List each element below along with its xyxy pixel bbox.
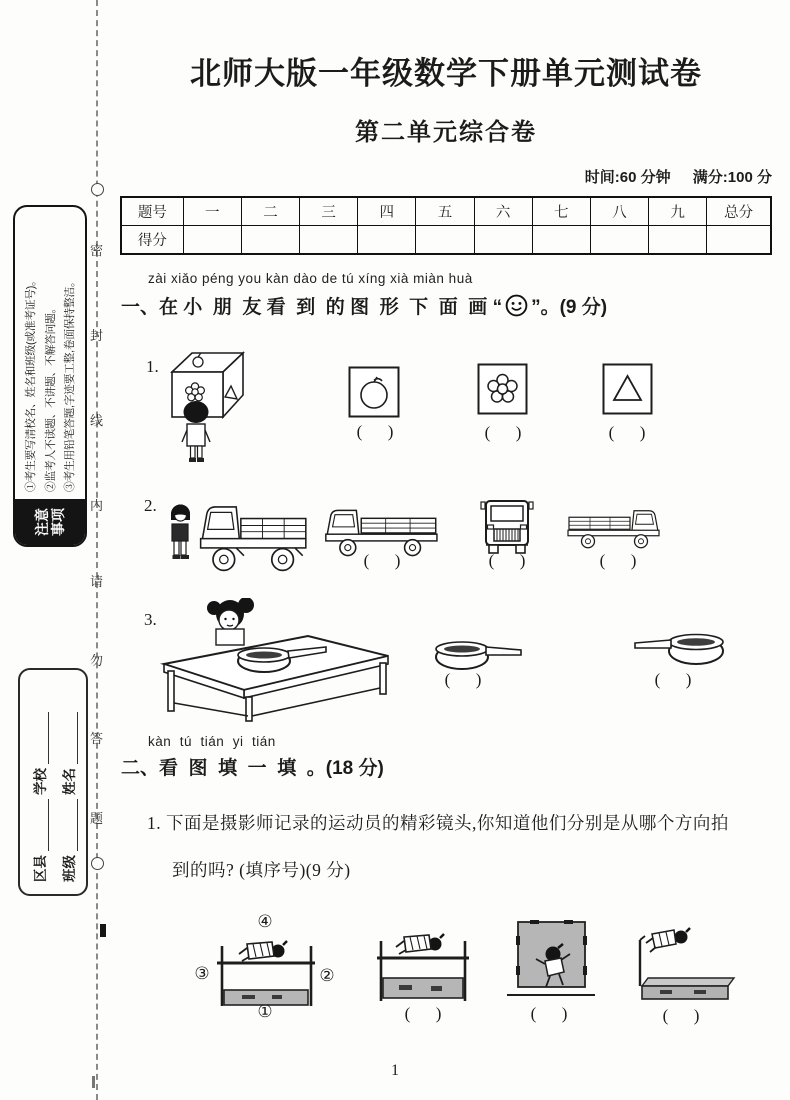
answer-paren-photo-d[interactable]: ( ) <box>662 1006 700 1025</box>
score-header-cell: 六 <box>474 197 532 226</box>
item3-number: 3. <box>144 610 157 629</box>
full-score: 满分:100 分 <box>692 169 772 186</box>
truck-large-side-figure <box>196 490 312 578</box>
pan-handle-left-figure <box>632 626 728 670</box>
score-cell[interactable] <box>300 226 358 255</box>
field-label-school: 学校 <box>32 768 48 795</box>
seal-char: 内 <box>89 498 103 513</box>
field-label-class: 班级 <box>61 855 77 882</box>
seal-char: 线 <box>89 413 103 428</box>
school-field[interactable] <box>34 712 49 764</box>
time-limit: 时间:60 分钟 <box>584 169 671 186</box>
answer-paren-truck-1[interactable]: ( ) <box>363 551 401 570</box>
seal-tick-mark <box>100 924 106 937</box>
smiley-face-icon <box>504 293 529 318</box>
direction-label-3: ③ <box>194 964 210 983</box>
class-field[interactable] <box>63 799 78 851</box>
score-row-label: 得分 <box>121 226 183 255</box>
score-header-cell: 一 <box>183 197 241 226</box>
flower-card <box>477 363 528 415</box>
answer-paren-flower[interactable]: ( ) <box>484 423 522 442</box>
truck-side-right-figure <box>563 502 663 550</box>
field-label-district: 区县 <box>32 855 48 882</box>
seal-char: 请 <box>89 574 103 589</box>
score-header-cell: 八 <box>590 197 648 226</box>
score-cell[interactable] <box>358 226 416 255</box>
score-cell[interactable] <box>532 226 590 255</box>
pan-handle-right-figure <box>432 636 524 674</box>
gymnast-photo-d-figure <box>632 924 736 1002</box>
score-header-cell: 总分 <box>707 197 771 226</box>
section2-sub1-line1: 1. 下面是摄影师记录的运动员的精彩镜头,你知道他们分别是从哪个方向拍 <box>147 813 729 833</box>
notice-title-line: 事项 <box>50 508 66 536</box>
seal-fold-line <box>96 0 98 1100</box>
score-cell[interactable] <box>183 226 241 255</box>
direction-label-2: ② <box>319 966 335 985</box>
page-subtitle: 第二单元综合卷 <box>355 119 537 146</box>
notice-title-line: 注意 <box>33 508 50 536</box>
section2-sub1-line2: 到的吗? (填序号)(9 分) <box>172 860 351 880</box>
score-header-cell: 四 <box>358 197 416 226</box>
score-cell[interactable] <box>707 226 771 255</box>
exam-meta <box>420 166 772 187</box>
answer-paren-pan-2[interactable]: ( ) <box>654 670 692 689</box>
section2-pinyin: kàn tú tián yi tián <box>148 734 276 749</box>
seal-char: 答 <box>89 731 103 746</box>
girl-table-pan-figure <box>158 598 393 723</box>
answer-paren-triangle[interactable]: ( ) <box>608 423 646 442</box>
direction-label-1: ① <box>257 1002 273 1021</box>
score-header-cell: 九 <box>649 197 707 226</box>
name-field[interactable] <box>63 712 78 764</box>
notice-item-2: ②监考人不读题、不讲题、不解答问题。 <box>44 303 57 492</box>
score-header-cell: 二 <box>241 197 299 226</box>
item1-number: 1. <box>146 357 159 376</box>
seal-char: 密 <box>89 243 103 258</box>
score-cell[interactable] <box>474 226 532 255</box>
score-cell[interactable] <box>416 226 474 255</box>
item2-number: 2. <box>144 496 157 515</box>
gymnast-photo-c-figure <box>506 916 596 1000</box>
gymnast-photo-b-figure <box>377 915 469 1005</box>
notice-item-3: ③考生用铅笔答题,字迹要工整,卷面保持整洁。 <box>64 276 77 492</box>
observer-boy-figure <box>167 500 193 562</box>
cube-with-child-figure <box>170 350 246 466</box>
seal-circle-bottom <box>91 857 104 870</box>
seal-char: 封 <box>89 328 103 343</box>
answer-paren-photo-c[interactable]: ( ) <box>530 1004 568 1023</box>
answer-paren-photo-b[interactable]: ( ) <box>404 1004 442 1023</box>
score-cell[interactable] <box>241 226 299 255</box>
score-header-cell: 三 <box>300 197 358 226</box>
answer-paren-truck-2[interactable]: ( ) <box>488 551 526 570</box>
answer-paren-pan-1[interactable]: ( ) <box>444 670 482 689</box>
triangle-card <box>602 363 653 415</box>
direction-label-4: ④ <box>257 912 273 931</box>
score-header-cell: 题号 <box>121 197 183 226</box>
truck-front-figure <box>479 496 535 558</box>
section2-heading: 二、看 图 填 一 填 。(18 分) <box>121 758 384 779</box>
seal-circle-top <box>91 183 104 196</box>
score-header-cell: 七 <box>532 197 590 226</box>
notice-item-1: ①考生要写清校名、姓名和班级(或准考证号)。 <box>24 275 37 492</box>
section1-heading-text: 一、在 小 朋 友 看 到 的 图 形 下 面 画 “ <box>121 297 503 318</box>
section1-pinyin: zài xiǎo péng you kàn dào de tú xíng xià miàn huà <box>148 271 473 286</box>
seal-char: 勿 <box>89 653 103 668</box>
truck-side-left-figure <box>320 500 444 558</box>
section1-heading-points: ”。(9 分) <box>531 297 608 318</box>
notice-box <box>13 205 87 547</box>
score-header-cell: 五 <box>416 197 474 226</box>
answer-paren-apple[interactable]: ( ) <box>356 422 394 441</box>
district-field[interactable] <box>34 799 49 851</box>
seal-char: 题 <box>89 811 103 826</box>
apple-card <box>348 366 400 418</box>
page-title: 北师大版一年级数学下册单元测试卷 <box>190 56 702 91</box>
field-label-name: 姓名 <box>61 768 77 795</box>
notice-title <box>15 499 85 545</box>
score-cell[interactable] <box>649 226 707 255</box>
score-cell[interactable] <box>590 226 648 255</box>
student-info-box <box>18 668 88 896</box>
answer-paren-truck-3[interactable]: ( ) <box>599 551 637 570</box>
section1-heading <box>121 292 607 319</box>
page-number: 1 <box>391 1062 399 1079</box>
score-table <box>120 196 772 255</box>
